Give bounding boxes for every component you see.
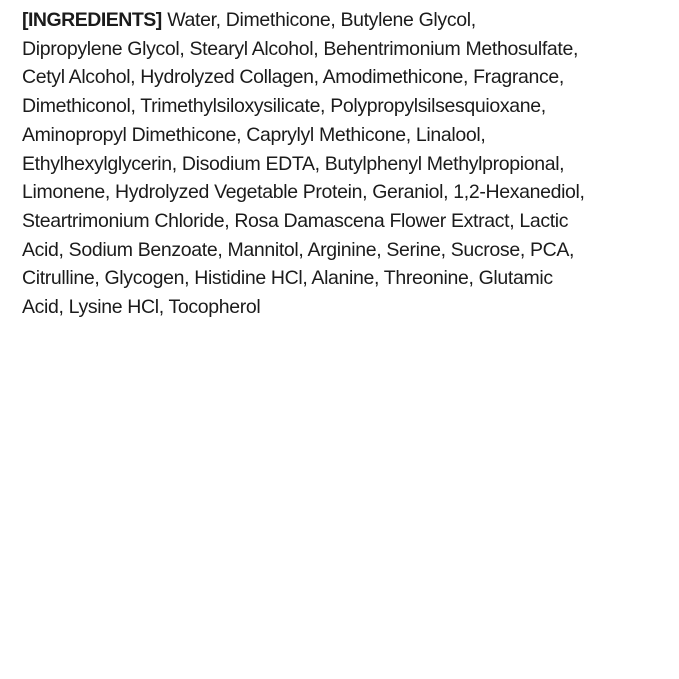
ingredients-line: Citrulline, Glycogen, Histidine HCl, Alanine, Threonine, Glutamic: [22, 267, 553, 290]
ingredients-line: Dipropylene Glycol, Stearyl Alcohol, Behentrimonium Methosulfate,: [22, 37, 579, 60]
ingredients-label: [INGREDIENTS]: [22, 9, 162, 31]
ingredients-line: Ethylhexylglycerin, Disodium EDTA, Butylphenyl Methylpropional,: [22, 152, 565, 175]
ingredients-line: Cetyl Alcohol, Hydrolyzed Collagen, Amodimethicone, Fragrance,: [22, 66, 564, 89]
ingredients-text-block: [22, 6, 675, 322]
ingredients-line-text: Water, Dimethicone, Butylene Glycol,: [167, 9, 476, 31]
ingredients-line: Aminopropyl Dimethicone, Caprylyl Methicone, Linalool,: [22, 123, 486, 146]
ingredients-line: Steartrimonium Chloride, Rosa Damascena Flower Extract, Lactic: [22, 209, 569, 232]
ingredients-line: Acid, Sodium Benzoate, Mannitol, Arginine, Serine, Sucrose, PCA,: [22, 238, 575, 261]
ingredients-line: Acid, Lysine HCl, Tocopherol: [22, 296, 261, 319]
ingredients-line: Dimethiconol, Trimethylsiloxysilicate, Polypropylsilsesquioxane,: [22, 95, 546, 118]
ingredients-line: [22, 6, 675, 35]
ingredients-panel: [0, 0, 679, 322]
ingredients-line: Limonene, Hydrolyzed Vegetable Protein, Geraniol, 1,2-Hexanediol,: [22, 181, 585, 204]
